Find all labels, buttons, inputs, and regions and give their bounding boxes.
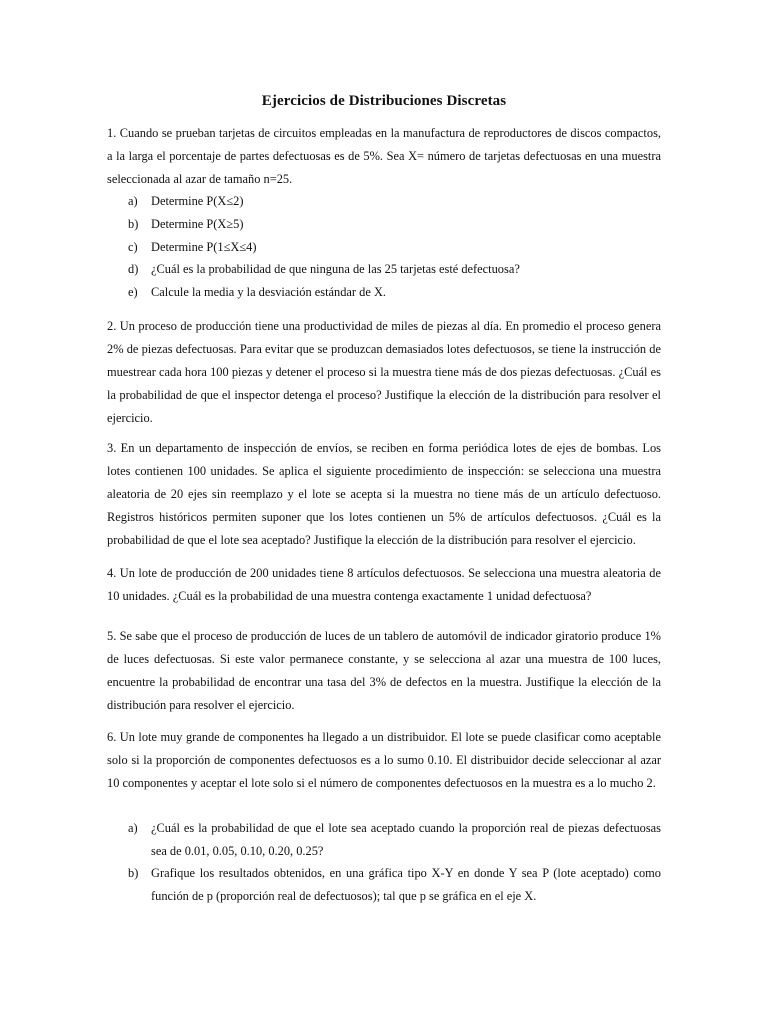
list-marker: e): [128, 285, 138, 299]
list-marker: b): [128, 866, 139, 880]
exercise-5-text: 5. Se sabe que el proceso de producción de luces de un tablero de automóvil de indicador giratorio produce 1% de luces defectuosas. Si este valor permanece constante, y se selecciona al azar una muestra de 100 luces, encuentre la probabilidad de encontrar una tasa del 3% de defectos en la muestra. Justifique la elección de la distribución para resolver el ejercicio.: [107, 629, 661, 712]
exercise-1-item-a: [128, 190, 661, 213]
exercise-6-item-a: [128, 817, 661, 863]
page-title: Ejercicios de Distribuciones Discretas: [261, 93, 507, 109]
list-marker: d): [128, 262, 139, 276]
list-marker: c): [128, 240, 138, 254]
list-item-text: Determine P(X≥5): [151, 217, 244, 231]
list-item-text: Determine P(X≤2): [151, 194, 244, 208]
exercise-1-item-d: [128, 258, 661, 281]
list-item-text: Grafique los resultados obtenidos, en una gráfica tipo X-Y en donde Y sea P (lote aceptado) como función de p (proporción real de defectuosos); tal que p se gráfica en el eje X.: [151, 866, 661, 903]
exercise-1-text: 1. Cuando se prueban tarjetas de circuitos empleadas en la manufactura de reproductores de discos compactos, a la larga el porcentaje de partes defectuosas es de 5%. Sea X= número de tarjetas defectuosas en una muestra seleccionada al azar de tamaño n=25.: [107, 126, 661, 186]
list-item-text: Determine P(1≤X≤4): [151, 240, 257, 254]
list-marker: b): [128, 217, 139, 231]
exercise-1-item-c: [128, 236, 661, 259]
exercise-1-item-b: [128, 213, 661, 236]
list-item-text: ¿Cuál es la probabilidad de que el lote sea aceptado cuando la proporción real de piezas defectuosas sea de 0.01, 0.05, 0.10, 0.20, 0.25?: [151, 821, 661, 858]
exercise-4-text: 4. Un lote de producción de 200 unidades tiene 8 artículos defectuosos. Se selecciona una muestra aleatoria de 10 unidades. ¿Cuál es la probabilidad de una muestra contenga exactamente 1 unidad defectuosa?: [107, 566, 661, 603]
list-marker: a): [128, 194, 138, 208]
exercise-1-item-e: [128, 281, 661, 304]
exercise-6-item-b: [128, 862, 661, 908]
exercise-2-text: 2. Un proceso de producción tiene una productividad de miles de piezas al día. En promedio el proceso genera 2% de piezas defectuosas. Para evitar que se produzcan demasiados lotes defectuosos, se tiene la instrucción de muestrear cada hora 100 piezas y detener el proceso si la muestra tiene más de dos piezas defectuosas. ¿Cuál es la probabilidad de que el inspector detenga el proceso? Justifique la elección de la distribución para resolver el ejercicio.: [107, 319, 661, 425]
exercise-6-text: 6. Un lote muy grande de componentes ha llegado a un distribuidor. El lote se puede clasificar como aceptable solo si la proporción de componentes defectuosos es a lo sumo 0.10. El distribuidor decide seleccionar al azar 10 componentes y aceptar el lote solo si el número de componentes defectuosos en la muestra es a lo mucho 2.: [107, 730, 661, 790]
list-marker: a): [128, 821, 138, 835]
list-item-text: ¿Cuál es la probabilidad de que ninguna de las 25 tarjetas esté defectuosa?: [151, 262, 520, 276]
list-item-text: Calcule la media y la desviación estándar de X.: [151, 285, 386, 299]
exercise-3-text: 3. En un departamento de inspección de envíos, se reciben en forma periódica lotes de ejes de bombas. Los lotes contienen 100 unidades. Se aplica el siguiente procedimiento de inspección: se selecciona una muestra aleatoria de 20 ejes sin reemplazo y el lote se acepta si la muestra no tiene más de un artículo defectuoso. Registros históricos permiten suponer que los lotes contienen un 5% de artículos defectuosos. ¿Cuál es la probabilidad de que el lote sea aceptado? Justifique la elección de la distribución para resolver el ejercicio.: [107, 441, 661, 547]
